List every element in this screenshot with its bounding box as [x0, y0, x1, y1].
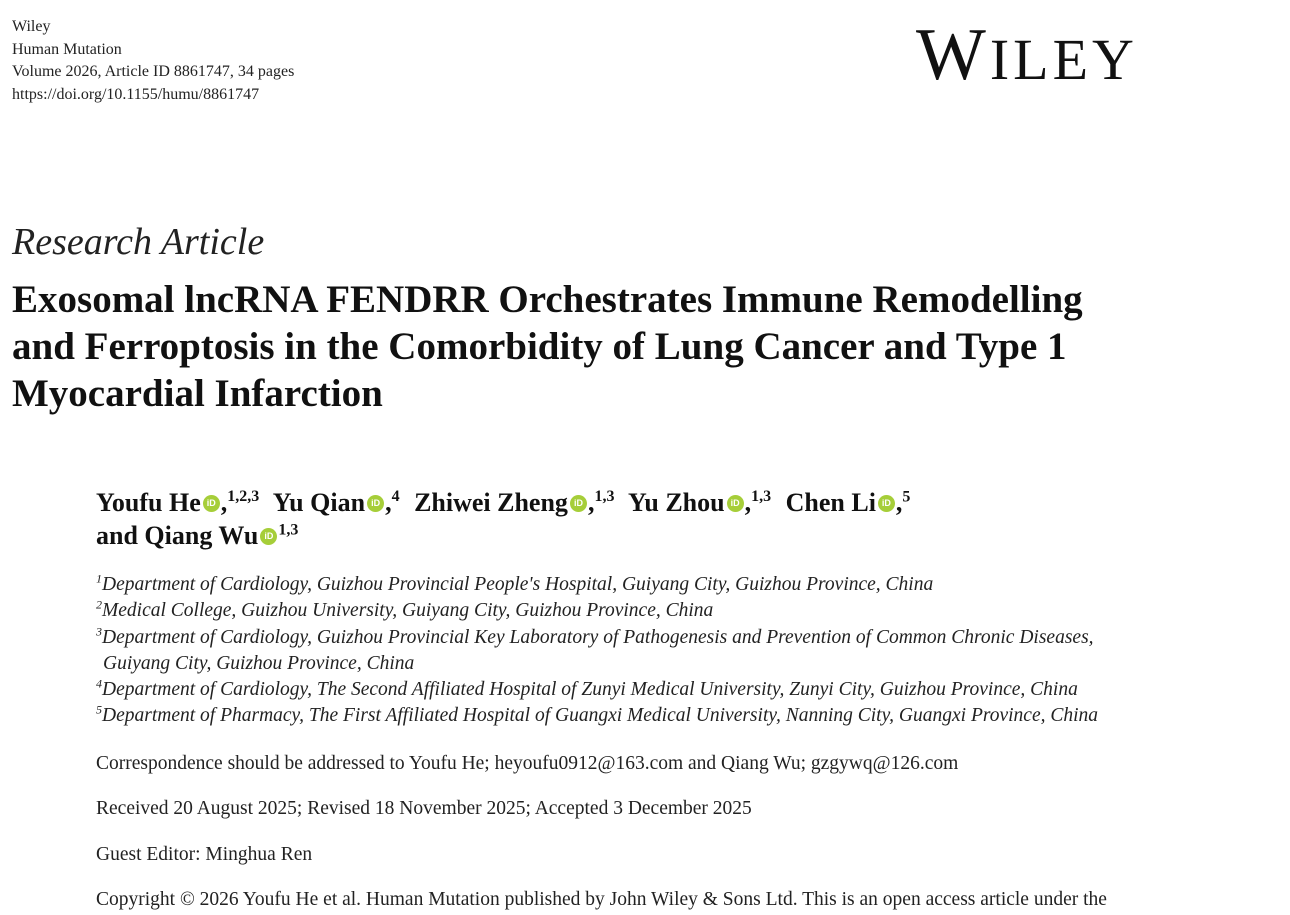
author-affiliation-number: 1,3 — [751, 488, 772, 506]
title-line: Exosomal lncRNA FENDRR Orchestrates Immune Remodelling — [12, 278, 1083, 321]
logo-rest-letters: ILEY — [989, 27, 1138, 92]
orcid-icon[interactable]: iD — [727, 495, 744, 512]
affiliation-item — [96, 572, 1216, 598]
author-separator: , — [744, 488, 752, 517]
correspondence-line: Correspondence should be addressed to Youfu He; heyoufu0912@163.com and Qiang Wu; gzgywq@126.com — [96, 753, 959, 774]
affiliation-item — [96, 625, 1216, 651]
affiliation-item — [96, 703, 1216, 729]
author-separator: , — [587, 488, 595, 517]
author-separator: , — [220, 488, 228, 517]
article-title — [12, 276, 1212, 417]
wiley-logo — [916, 14, 1138, 97]
affiliation-number: 4 — [96, 676, 102, 691]
author-affiliation-number: 1,2,3 — [227, 488, 260, 506]
affiliation-text: Department of Cardiology, Guizhou Provincial Key Laboratory of Pathogenesis and Prevention of Common Chronic Diseases, — [102, 626, 1094, 648]
doi-link[interactable]: https://doi.org/10.1155/humu/8861747 — [12, 85, 260, 103]
orcid-icon[interactable]: iD — [367, 495, 384, 512]
author-line — [96, 519, 1196, 552]
affiliation-text: Department of Cardiology, The Second Affiliated Hospital of Zunyi Medical University, Zunyi City, Guizhou Province, China — [102, 679, 1078, 701]
affiliation-item — [96, 598, 1216, 624]
orcid-icon[interactable]: iD — [260, 528, 277, 545]
author — [96, 488, 267, 517]
orcid-icon[interactable]: iD — [570, 495, 587, 512]
logo-first-letter: W — [916, 14, 990, 96]
publication-dates: Received 20 August 2025; Revised 18 November 2025; Accepted 3 December 2025 — [96, 798, 752, 819]
author-separator: , — [385, 488, 392, 517]
affiliation-number: 3 — [96, 624, 102, 639]
affiliation-number: 2 — [96, 597, 102, 612]
orcid-icon[interactable]: iD — [878, 495, 895, 512]
author-name[interactable]: Chen Li — [785, 488, 876, 517]
author — [414, 488, 622, 517]
author-affiliation-number: 4 — [391, 488, 400, 506]
journal-name: Human Mutation — [12, 40, 122, 58]
author-list — [96, 486, 1196, 552]
publisher-name: Wiley — [12, 18, 51, 35]
author — [96, 521, 298, 550]
author — [628, 488, 779, 517]
author-name[interactable]: Zhiwei Zheng — [414, 488, 568, 517]
author-name[interactable]: Yu Qian — [272, 488, 366, 517]
affiliation-item — [96, 677, 1216, 703]
author-affiliation-number: 1,3 — [278, 521, 299, 539]
author — [273, 488, 408, 517]
author-affiliation-number: 1,3 — [594, 488, 615, 506]
article-type: Research Article — [12, 221, 265, 263]
author-name[interactable]: Yu Zhou — [627, 488, 725, 517]
title-line: Myocardial Infarction — [12, 372, 383, 415]
author-affiliation-number: 5 — [902, 488, 911, 506]
affiliation-text: Department of Pharmacy, The First Affiliated Hospital of Guangxi Medical University, Nanning City, Guangxi Province, China — [102, 705, 1099, 727]
affiliation-continuation: Guiyang City, Guizhou Province, China — [103, 652, 415, 674]
volume-info: Volume 2026, Article ID 8861747, 34 pages — [12, 63, 295, 80]
author-separator: , — [895, 488, 903, 517]
affiliation-number: 1 — [96, 571, 102, 586]
article-metadata — [12, 16, 294, 106]
affiliation-text: Medical College, Guizhou University, Guiyang City, Guizhou Province, China — [102, 600, 714, 622]
title-line: and Ferroptosis in the Comorbidity of Lung Cancer and Type 1 — [12, 325, 1067, 368]
author — [786, 488, 911, 517]
author-name[interactable]: Youfu He — [96, 488, 201, 517]
author-line — [96, 486, 1196, 519]
guest-editor: Guest Editor: Minghua Ren — [96, 844, 313, 865]
affiliation-text: Department of Cardiology, Guizhou Provincial People's Hospital, Guiyang City, Guizhou Province, China — [102, 574, 934, 595]
orcid-icon[interactable]: iD — [203, 495, 220, 512]
affiliation-number: 5 — [96, 702, 102, 717]
affiliation-list — [96, 572, 1216, 730]
copyright-notice: Copyright © 2026 Youfu He et al. Human Mutation published by John Wiley & Sons Ltd. This is an open access article under the — [96, 889, 1107, 910]
author-name[interactable]: and Qiang Wu — [96, 521, 259, 550]
